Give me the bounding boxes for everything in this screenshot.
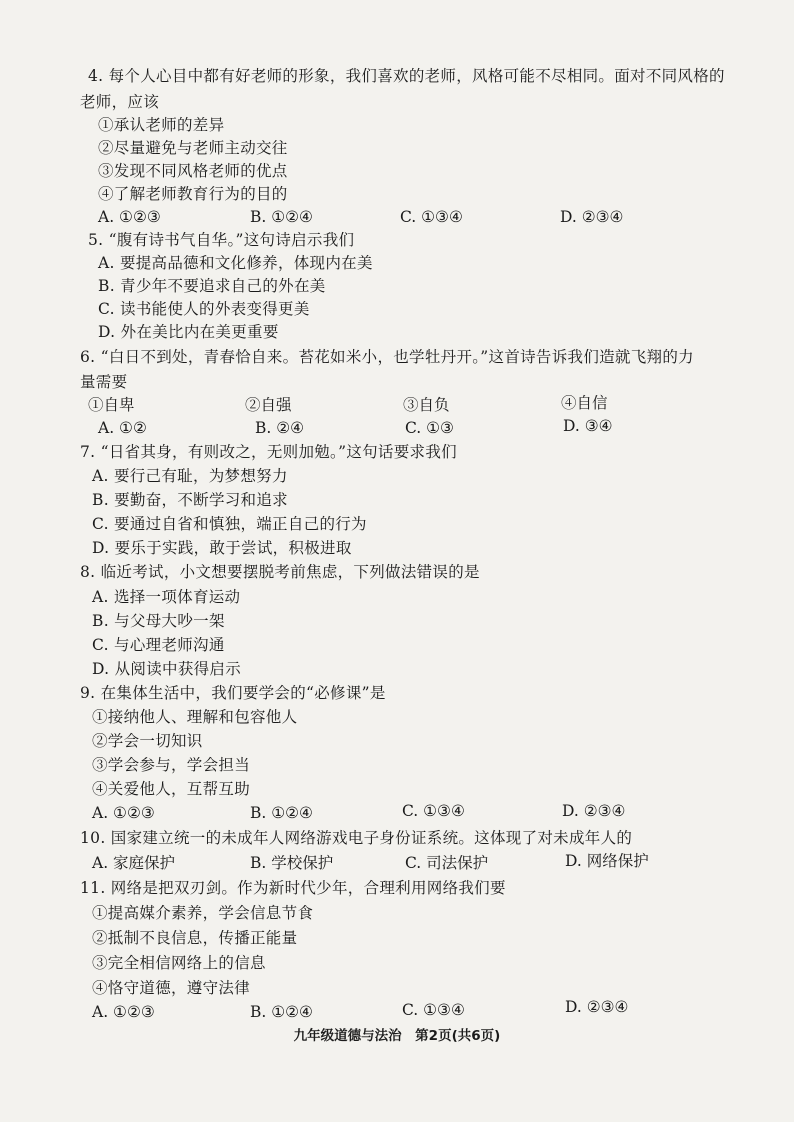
q9-item-1: ①接纳他人、理解和包容他人	[92, 708, 298, 726]
q7-option-d: D. 要乐于实践，敢于尝试，积极进取	[92, 539, 352, 557]
q4-item-2: ②尽量避免与老师主动交往	[98, 139, 288, 157]
q6-item-2: ②自强	[245, 396, 292, 414]
q10-option-a: A. 家庭保护	[92, 854, 176, 872]
q11-option-b: B. ①②④	[250, 1003, 313, 1021]
q4-option-c: C. ①③④	[400, 208, 463, 226]
q6-stem: 6. “白日不到处，青春恰自来。苔花如米小，也学牡丹开。”这首诗告诉我们造就飞翔的力	[80, 348, 694, 366]
q10-option-c: C. 司法保护	[405, 854, 489, 872]
q11-option-c: C. ①③④	[402, 1001, 465, 1019]
q11-option-a: A. ①②③	[92, 1003, 155, 1021]
q5-stem: 5. “腹有诗书气自华。”这句诗启示我们	[88, 231, 355, 249]
q7-option-b: B. 要勤奋，不断学习和追求	[92, 491, 288, 509]
q10-stem: 10. 国家建立统一的未成年人网络游戏电子身份证系统。这体现了对未成年人的	[80, 829, 633, 847]
q6-item-4: ④自信	[561, 394, 608, 412]
q7-option-c: C. 要通过自省和慎独，端正自己的行为	[92, 515, 367, 533]
q6-option-b: B. ②④	[255, 419, 305, 437]
q4-option-a: A. ①②③	[98, 208, 161, 226]
q6-option-c: C. ①③	[405, 419, 454, 437]
q5-option-d: D. 外在美比内在美更重要	[98, 323, 279, 341]
q5-option-c: C. 读书能使人的外表变得更美	[98, 300, 310, 318]
q9-option-b: B. ①②④	[250, 804, 313, 822]
q9-item-4: ④关爱他人，互帮互助	[92, 780, 251, 798]
q10-option-d: D. 网络保护	[565, 852, 649, 870]
q9-item-3: ③学会参与，学会担当	[92, 756, 251, 774]
q7-stem: 7. “日省其身，有则改之，无则加勉。”这句话要求我们	[80, 443, 457, 461]
page-footer: 九年级道德与法治 第2页(共6页)	[293, 1028, 501, 1044]
q6-option-a: A. ①②	[98, 419, 147, 437]
q4-option-b: B. ①②④	[250, 208, 313, 226]
q11-item-1: ①提高媒介素养，学会信息节食	[92, 904, 314, 922]
q6-stem-cont: 量需要	[80, 373, 128, 391]
q10-option-b: B. 学校保护	[250, 854, 334, 872]
q5-option-a: A. 要提高品德和文化修养，体现内在美	[98, 254, 373, 272]
q4-item-4: ④了解老师教育行为的目的	[98, 185, 288, 203]
q4-option-d: D. ②③④	[560, 208, 624, 226]
q4-stem: 4. 每个人心目中都有好老师的形象，我们喜欢的老师，风格可能不尽相同。面对不同风格的	[88, 67, 725, 85]
q8-option-a: A. 选择一项体育运动	[92, 588, 241, 606]
q11-item-3: ③完全相信网络上的信息	[92, 954, 266, 972]
q6-item-3: ③自负	[403, 396, 450, 414]
q6-item-1: ①自卑	[88, 396, 135, 414]
q8-stem: 8. 临近考试，小文想要摆脱考前焦虑，下列做法错误的是	[80, 563, 480, 581]
q11-item-4: ④恪守道德，遵守法律	[92, 979, 251, 997]
q5-option-b: B. 青少年不要追求自己的外在美	[98, 277, 326, 295]
q11-item-2: ②抵制不良信息，传播正能量	[92, 929, 298, 947]
q4-item-1: ①承认老师的差异	[98, 116, 225, 134]
q9-option-a: A. ①②③	[92, 804, 155, 822]
q9-stem: 9. 在集体生活中，我们要学会的“必修课”是	[80, 684, 386, 702]
q9-option-c: C. ①③④	[402, 802, 465, 820]
q4-item-3: ③发现不同风格老师的优点	[98, 162, 288, 180]
q9-option-d: D. ②③④	[562, 802, 626, 820]
q4-stem-cont: 老师，应该	[80, 93, 160, 111]
q7-option-a: A. 要行己有耻，为梦想努力	[92, 467, 288, 485]
q11-option-d: D. ②③④	[565, 998, 629, 1016]
q9-item-2: ②学会一切知识	[92, 732, 203, 750]
q11-stem: 11. 网络是把双刃剑。作为新时代少年，合理利用网络我们要	[80, 879, 506, 897]
q8-option-d: D. 从阅读中获得启示	[92, 660, 242, 678]
q6-option-d: D. ③④	[563, 417, 613, 435]
q8-option-c: C. 与心理老师沟通	[92, 636, 225, 654]
q8-option-b: B. 与父母大吵一架	[92, 612, 225, 630]
